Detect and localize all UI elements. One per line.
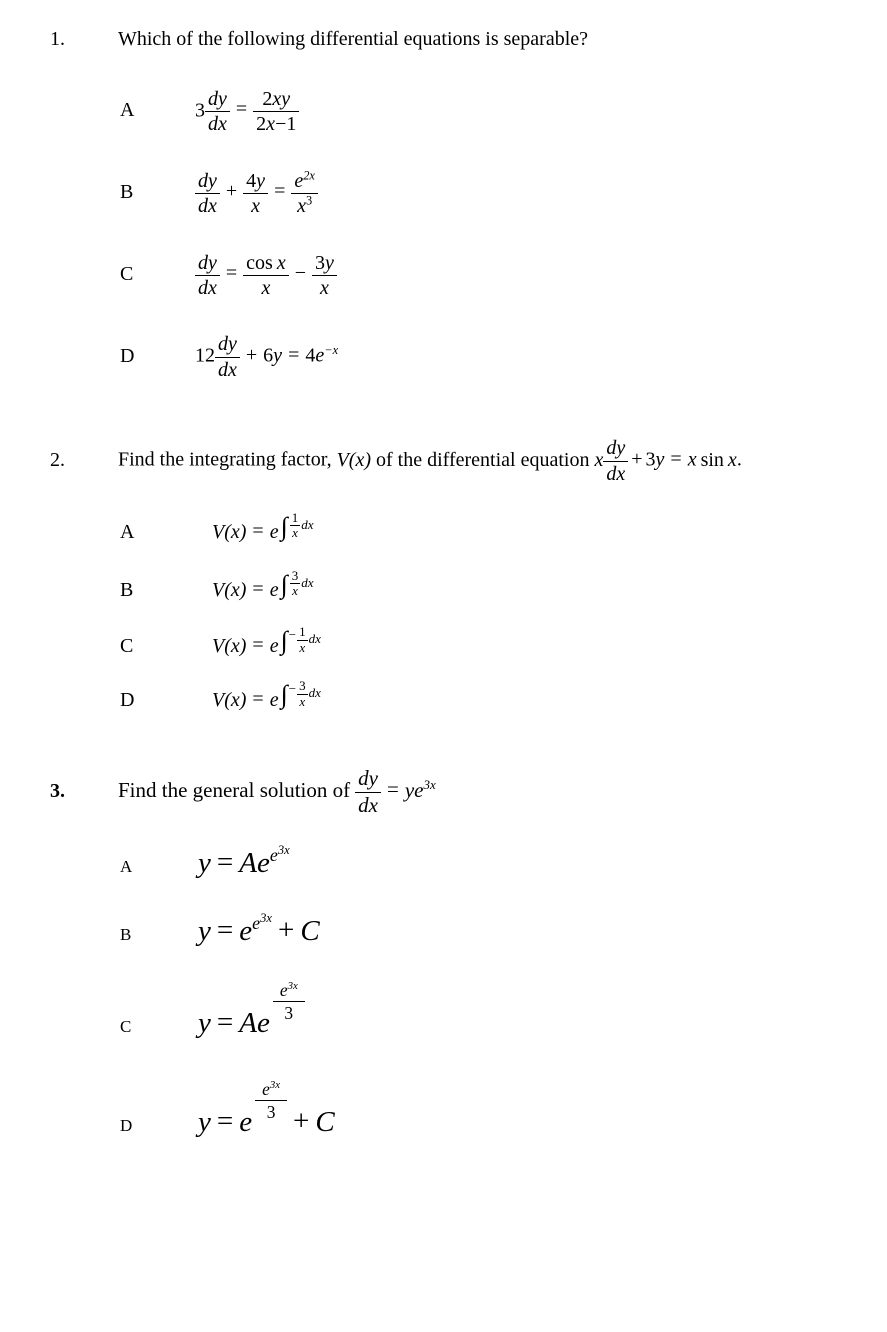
- exponent: 2x: [303, 168, 315, 183]
- fraction-denominator: dx: [358, 792, 378, 817]
- fraction-denominator: x: [292, 525, 298, 541]
- math-token: −1: [275, 113, 297, 136]
- math-token: x: [266, 113, 276, 136]
- formula-2b: [212, 569, 314, 603]
- exponent: −x: [324, 343, 339, 358]
- option-label: C: [120, 1017, 132, 1037]
- math-token: A: [239, 847, 257, 880]
- fraction-numerator: dy: [195, 170, 220, 194]
- math-token: y: [273, 344, 283, 367]
- fraction-numerator: dy: [215, 333, 240, 357]
- equals-sign: =: [216, 1006, 234, 1039]
- fraction-numerator: dy: [205, 88, 230, 112]
- option-label: A: [120, 857, 133, 877]
- equals-sign: =: [288, 343, 300, 366]
- fraction-numerator: dy: [355, 767, 381, 793]
- math-token: y: [256, 169, 266, 192]
- minus-sign: −: [294, 262, 307, 285]
- fraction-denominator: dx: [198, 276, 217, 299]
- integral-exponent: [281, 679, 321, 709]
- fraction-numerator: [255, 1079, 287, 1101]
- formula-2a: [212, 511, 314, 545]
- option-3b: [120, 913, 887, 951]
- option-1c: [120, 252, 887, 300]
- math-token: e: [315, 344, 325, 367]
- math-token: V(x): [336, 448, 372, 471]
- question-2: [0, 437, 887, 713]
- math-token: 4: [246, 169, 257, 192]
- formula-1a: [195, 88, 299, 136]
- math-token: y: [198, 1007, 211, 1040]
- math-token: y: [325, 251, 334, 274]
- option-label: A: [120, 520, 135, 543]
- fraction-denominator: x: [320, 276, 329, 299]
- formula-2d: [212, 679, 321, 713]
- math-token: C: [300, 914, 320, 947]
- fraction-denominator: x: [299, 693, 306, 709]
- exponent: [270, 845, 290, 865]
- question-2-header: [50, 437, 887, 485]
- fraction-denominator: dx: [208, 113, 227, 136]
- equals-sign: =: [386, 776, 399, 801]
- formula-1b: [195, 170, 318, 218]
- math-fraction: [195, 170, 220, 218]
- option-label: C: [120, 263, 134, 286]
- math-token: x: [594, 448, 604, 471]
- math-token: e: [279, 980, 288, 1001]
- math-token: e: [294, 169, 304, 192]
- fraction-numerator: dy: [195, 252, 220, 276]
- equals-sign: =: [252, 519, 264, 542]
- formula-1d: [195, 333, 338, 381]
- math-token: x: [297, 195, 306, 218]
- math-token: x: [687, 448, 697, 471]
- integral-exponent: [281, 625, 321, 655]
- math-token: V(x): [212, 689, 247, 712]
- fraction-numerator: dy: [603, 437, 628, 461]
- plus-sign: +: [277, 913, 295, 946]
- option-3c: [120, 980, 887, 1043]
- question-1-header: [50, 26, 887, 52]
- fraction-numerator: [291, 170, 318, 194]
- equals-sign: =: [216, 913, 234, 946]
- math-fraction: [290, 511, 301, 541]
- formula-3c: [198, 980, 305, 1043]
- question-number: 2.: [50, 448, 65, 471]
- exponent: 3: [305, 193, 313, 208]
- math-token: e: [239, 914, 253, 947]
- math-token: dx: [301, 516, 314, 532]
- formula-2c: [212, 625, 321, 659]
- math-token: 2: [256, 113, 267, 136]
- option-2a: [120, 511, 887, 545]
- math-token: x: [276, 251, 286, 274]
- math-token: 6: [263, 344, 274, 367]
- math-fraction: [253, 88, 299, 136]
- integral-icon: ∫: [280, 569, 288, 599]
- equals-sign: =: [216, 1105, 234, 1138]
- equals-sign: =: [274, 180, 286, 203]
- option-label: D: [120, 344, 135, 367]
- math-fraction: [215, 333, 240, 381]
- nested-exponent: 3x: [277, 843, 290, 858]
- question-1: [0, 26, 887, 381]
- fraction-numerator: [243, 252, 289, 276]
- integral-exponent: [281, 569, 314, 599]
- math-token: y: [198, 847, 211, 880]
- math-token: V(x): [212, 520, 247, 543]
- math-token: e: [269, 578, 279, 601]
- math-token: e: [262, 1079, 270, 1100]
- exponent: [252, 913, 272, 933]
- integral-icon: ∫: [280, 626, 288, 655]
- exponent-fraction: [273, 980, 305, 1023]
- question-text: [118, 437, 742, 485]
- math-fraction: [355, 767, 381, 817]
- math-token: C: [315, 1106, 335, 1139]
- math-fraction: [291, 170, 318, 218]
- exponent-fraction: [255, 1079, 287, 1122]
- exponent: 3x: [269, 1079, 281, 1092]
- fraction-denominator: x: [292, 583, 298, 599]
- option-2d: [120, 679, 887, 713]
- math-token: e: [414, 777, 424, 802]
- fraction-denominator: [253, 112, 299, 135]
- exponent: 3x: [287, 980, 298, 993]
- formula-3a: [198, 845, 290, 883]
- formula-3b: [198, 913, 320, 951]
- text-segment: Find the general solution of: [118, 777, 351, 802]
- math-token: e: [256, 1007, 270, 1040]
- math-token: e: [239, 1106, 253, 1139]
- minus-sign: −: [288, 627, 297, 642]
- math-token: e: [269, 845, 278, 866]
- option-1a: [120, 88, 887, 136]
- math-token: dx: [301, 574, 314, 590]
- plus-sign: +: [225, 180, 238, 203]
- math-fraction: [290, 569, 301, 599]
- math-token: V(x): [212, 635, 247, 657]
- math-token: sin: [700, 448, 724, 471]
- math-fraction: [603, 437, 628, 485]
- math-token: e: [256, 847, 270, 880]
- fraction-numerator: [243, 170, 268, 194]
- option-label: D: [120, 1116, 133, 1136]
- option-2c: [120, 625, 887, 659]
- question-number: 1.: [50, 28, 65, 50]
- fraction-numerator: [312, 252, 337, 276]
- integral-icon: ∫: [280, 680, 288, 710]
- fraction-numerator: 1: [291, 509, 299, 525]
- integral-icon: ∫: [280, 511, 288, 541]
- fraction-denominator: x: [251, 195, 261, 218]
- math-token: 4: [305, 344, 316, 367]
- math-fraction: [297, 679, 308, 709]
- math-fraction: [312, 252, 337, 300]
- math-token: xy: [272, 88, 291, 110]
- equals-sign: =: [252, 688, 264, 711]
- fraction-denominator: [291, 194, 318, 217]
- text-segment: Find the integrating factor,: [118, 448, 332, 471]
- fraction-numerator: 1: [299, 623, 306, 639]
- formula-1c: [195, 252, 337, 300]
- option-label: A: [120, 99, 135, 122]
- fraction-denominator: 3: [284, 1003, 294, 1024]
- question-3: [0, 767, 887, 1142]
- question-text: Which of the following differential equations is separable?: [118, 28, 589, 50]
- equals-sign: =: [235, 98, 248, 121]
- fraction-denominator: dx: [198, 195, 217, 218]
- fraction-numerator: [273, 980, 305, 1002]
- equals-sign: =: [225, 262, 238, 285]
- text-segment: of the differential equation: [376, 448, 590, 471]
- fraction-denominator: x: [299, 639, 306, 655]
- fraction-numerator: 3: [299, 678, 306, 693]
- math-token: e: [269, 520, 279, 543]
- math-token: e: [269, 689, 279, 712]
- question-3-header: [50, 767, 887, 817]
- math-fraction: [243, 170, 268, 218]
- math-token: 3: [645, 448, 656, 471]
- math-token: e: [269, 635, 279, 657]
- math-token: y: [198, 1106, 211, 1139]
- option-label: D: [120, 689, 135, 712]
- punctuation: .: [736, 448, 742, 471]
- question-text: [118, 767, 436, 817]
- fraction-numerator: 3: [291, 567, 299, 583]
- math-token: dx: [308, 631, 321, 646]
- fraction-numerator: [253, 88, 299, 112]
- formula-3d: [198, 1079, 335, 1142]
- math-fraction: [205, 88, 230, 136]
- option-1d: [120, 333, 887, 381]
- math-token: y: [655, 448, 665, 471]
- math-token: y: [404, 777, 415, 802]
- option-label: B: [120, 578, 134, 601]
- option-3d: [120, 1079, 887, 1142]
- option-1b: [120, 170, 887, 218]
- math-fraction: [195, 252, 220, 300]
- plus-sign: +: [293, 1105, 310, 1138]
- equals-sign: =: [252, 634, 264, 656]
- plus-sign: +: [631, 447, 643, 470]
- math-token: dx: [308, 685, 321, 701]
- math-token: 12: [195, 344, 215, 367]
- option-3a: [120, 845, 887, 883]
- integral-exponent: [281, 511, 314, 541]
- math-token: A: [239, 1007, 257, 1040]
- exponent: 3x: [423, 776, 436, 792]
- fraction-denominator: 3: [266, 1102, 276, 1123]
- nested-exponent: 3x: [260, 911, 272, 926]
- plus-sign: +: [245, 343, 258, 366]
- option-label: C: [120, 635, 134, 657]
- math-token: 3: [195, 99, 205, 122]
- equals-sign: =: [670, 447, 682, 470]
- math-token: 2: [262, 88, 273, 110]
- equals-sign: =: [216, 846, 234, 879]
- minus-sign: −: [288, 681, 297, 697]
- math-token: y: [198, 914, 211, 947]
- fraction-denominator: dx: [606, 462, 626, 485]
- equals-sign: =: [252, 577, 264, 600]
- math-token: 3: [315, 251, 326, 274]
- question-number: 3.: [50, 779, 65, 802]
- math-token: V(x): [212, 578, 247, 601]
- fraction-denominator: dx: [218, 358, 237, 381]
- option-label: B: [120, 924, 132, 944]
- option-label: B: [120, 181, 134, 204]
- math-token: e: [252, 913, 261, 934]
- option-2b: [120, 569, 887, 603]
- math-token: cos: [246, 251, 273, 274]
- fraction-denominator: x: [261, 276, 271, 299]
- math-fraction: [243, 252, 289, 300]
- math-token: x: [727, 448, 737, 471]
- math-fraction: [297, 625, 308, 655]
